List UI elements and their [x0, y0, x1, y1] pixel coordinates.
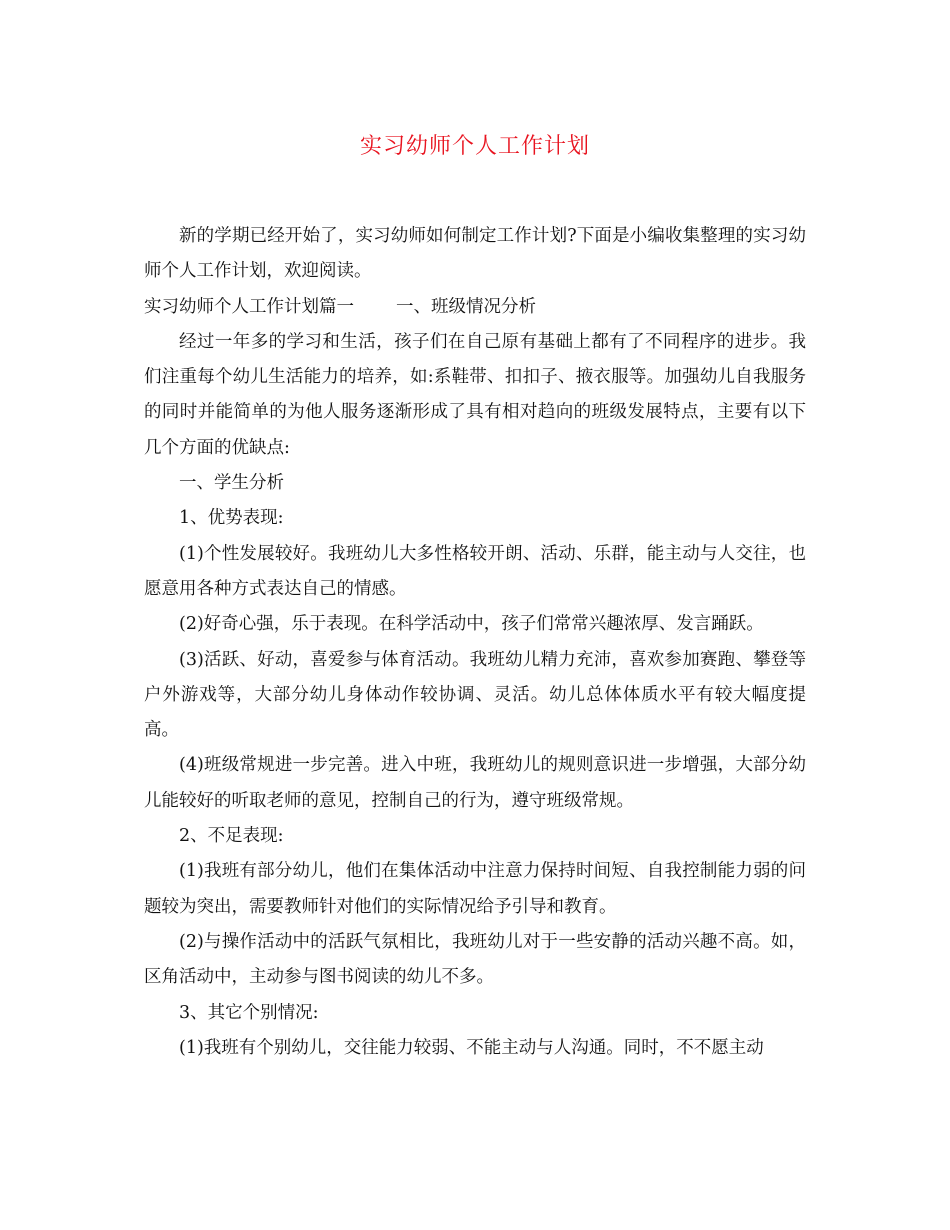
section-heading	[144, 290, 806, 325]
document-title: 实习幼师个人工作计划	[359, 134, 590, 159]
document-body	[144, 219, 806, 1066]
body-paragraph: (2)好奇心强，乐于表现。在科学活动中，孩子们常常兴趣浓厚、发言踊跃。	[179, 614, 764, 635]
body-paragraph: (3)活跃、好动，喜爱参与体育活动。我班幼儿精力充沛，喜欢参加赛跑、攀登等户外游戏等，大部分幼儿身体动作较协调、灵活。幼儿总体体质水平有较大幅度提高。	[144, 649, 806, 741]
body-paragraph: (1)我班有个别幼儿，交往能力较弱、不能主动与人沟通。同时，不不愿主动	[179, 1037, 764, 1058]
body-paragraph: 经过一年多的学习和生活，孩子们在自己原有基础上都有了不同程序的进步。我们注重每个幼儿生活能力的培养，如:系鞋带、扣扣子、掖衣服等。加强幼儿自我服务的同时并能简单的为他人服务逐渐形成了具有相对趋向的班级发展特点，主要有以下几个方面的优缺点:	[144, 331, 806, 458]
body-paragraph: 3、其它个别情况:	[179, 1002, 319, 1023]
body-paragraph: (1)我班有部分幼儿，他们在集体活动中注意力保持时间短、自我控制能力弱的问题较为突出，需要教师针对他们的实际情况给予引导和教育。	[144, 861, 806, 917]
body-paragraph: (4)班级常规进一步完善。进入中班，我班幼儿的规则意识进一步增强，大部分幼儿能较好的听取老师的意见，控制自己的行为，遵守班级常规。	[144, 755, 806, 811]
body-paragraph: 2、不足表现:	[179, 826, 284, 847]
section-heading-part2: 一、班级情况分析	[396, 296, 536, 317]
body-paragraph: 一、学生分析	[179, 473, 284, 494]
body-paragraph: 1、优势表现:	[179, 508, 284, 529]
body-paragraph: (2)与操作活动中的活跃气氛相比，我班幼儿对于一些安静的活动兴趣不高。如，区角活动中，主动参与图书阅读的幼儿不多。	[144, 931, 806, 988]
intro-paragraph: 新的学期已经开始了，实习幼师如何制定工作计划?下面是小编收集整理的实习幼师个人工作计划，欢迎阅读。	[144, 226, 806, 282]
section-heading-part1: 实习幼师个人工作计划篇一	[144, 296, 354, 317]
body-paragraph: (1)个性发展较好。我班幼儿大多性格较开朗、活动、乐群，能主动与人交往，也愿意用各种方式表达自己的情感。	[144, 543, 806, 599]
